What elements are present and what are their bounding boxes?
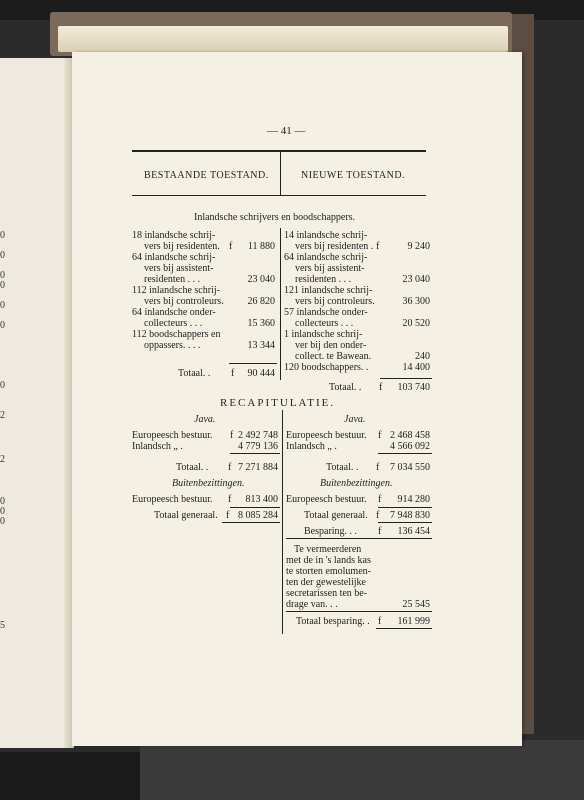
recap-right-euro-label: Europeesch bestuur. [286,430,367,441]
recap-right-extra-line-1: Te vermeerderen [294,544,362,555]
margin-fragment: 5 [0,620,5,631]
recap-left-euro-value: 2 492 748 [238,430,278,441]
recap-left-grand-currency: f [226,510,230,521]
recap-right-inl-value: 4 566 092 [390,441,430,452]
new-row-2-line-3: residenten . . . [295,274,352,285]
existing-row-1-line-1: 18 inlandsche schrij- [132,230,216,241]
existing-row-2-line-3: residenten . . . [144,274,201,285]
new-row-4-value: 20 520 [402,318,430,329]
margin-fragment: 0 [0,270,5,281]
recap-right-extra-rule [286,611,432,612]
header-bottom-rule [132,195,426,196]
recap-left-java-heading: Java. [194,414,216,425]
header-existing: BESTAANDE TOESTAND. [144,170,269,181]
recap-right-total-saving-label: Totaal besparing. . [296,616,370,627]
recap-right-total-value: 7 034 550 [390,462,430,473]
recap-left-b-euro-value: 813 400 [245,494,278,505]
new-row-3-line-1: 121 inlandsche schrij- [284,285,373,296]
recap-right-grand-rule [378,507,432,508]
recap-right-euro-currency: f [378,430,382,441]
new-row-6-line-1: 120 boodschappers. . [284,362,369,373]
margin-fragment: 0 [0,380,5,391]
existing-total-label: Totaal. . [178,368,211,379]
new-row-2-line-2: vers bij assistent- [295,263,365,274]
recap-left-grand-value: 8 085 284 [238,510,278,521]
margin-fragment: 0 [0,506,5,517]
recap-left-grand-label: Totaal generaal. [154,510,218,521]
recap-right-extra-line-2: met de in 's lands kas [286,555,371,566]
existing-row-2-line-1: 64 inlandsche schrij- [132,252,216,263]
recap-left-buiten-heading: Buitenbezittingen. [172,478,245,489]
margin-fragment: 2 [0,454,5,465]
recap-right-saving-rule [286,538,432,539]
recap-right-grand-currency: f [376,510,380,521]
recap-right-saving-currency: f [378,526,382,537]
new-total-label: Totaal. . [329,382,362,393]
recap-right-b-euro-value: 914 280 [397,494,430,505]
recap-right-saving-value: 136 454 [397,526,430,537]
recap-left-b-euro-currency: f [228,494,232,505]
page-number: — 41 — [267,125,306,137]
recap-left-total-rule [230,453,280,454]
recap-right-total-saving-value: 161 999 [397,616,430,627]
margin-fragment: 0 [0,496,5,507]
new-row-5-line-1: 1 inlandsche schrij- [284,329,363,340]
existing-row-5-value: 13 344 [247,340,275,351]
recap-left-b-euro-label: Europeesch bestuur. [132,494,213,505]
recap-right-euro-value: 2 468 458 [390,430,430,441]
new-row-5-line-2: ver bij den onder- [295,340,367,351]
recap-right-saving-label: Besparing. . . [304,526,358,537]
recap-left-inl-label: Inlandsch „ . [132,441,183,452]
margin-fragment: 0 [0,300,5,311]
existing-total-currency: f [231,368,235,379]
existing-row-5-line-2: oppassers. . . . [144,340,201,351]
existing-row-5-line-1: 112 boodschappers en [132,329,221,340]
new-row-4-line-1: 57 inlandsche onder- [284,307,368,318]
left-page [0,58,72,748]
existing-row-3-line-1: 112 inlandsche schrij- [132,285,220,296]
header-top-rule [132,150,426,152]
existing-total-rule [229,363,277,364]
new-row-4-line-2: collecteurs . . . [295,318,354,329]
recap-left-total-value: 7 271 884 [238,462,278,473]
recap-column-divider [282,410,283,634]
existing-row-1-value: 11 880 [247,241,275,252]
recap-right-grand-value: 7 948 830 [390,510,430,521]
recap-left-total-label: Totaal. . [176,462,209,473]
recap-right-extra-line-3: te storten emolumen- [286,566,371,577]
new-total-currency: f [379,382,383,393]
new-total-rule [380,378,432,379]
existing-row-1-currency: f [229,241,233,252]
new-row-6-value: 14 400 [402,362,430,373]
recap-right-total-label: Totaal. . [326,462,359,473]
existing-total-value: 90 444 [247,368,275,379]
new-row-3-value: 36 300 [402,296,430,307]
new-row-5-value: 240 [415,351,430,362]
margin-fragment: 0 [0,320,5,331]
section-title: Inlandsche schrijvers en boodschappers. [194,212,356,223]
recap-right-grand-label: Totaal generaal. [304,510,368,521]
existing-row-3-value: 26 820 [247,296,275,307]
book-page-edges [58,26,508,52]
recap-left-euro-label: Europeesch bestuur. [132,430,213,441]
recap-right-b-euro-currency: f [378,494,382,505]
existing-row-3-line-2: vers bij controleurs. [144,296,224,307]
recap-left-inl-value: 4 779 136 [238,441,278,452]
existing-row-2-value: 23 040 [247,274,275,285]
margin-fragment: 2 [0,410,5,421]
recap-right-total-saving-currency: f [378,616,382,627]
recap-title: RECAPITULATIE. [220,397,336,409]
new-row-1-line-2: vers bij residenten . [295,241,374,252]
recap-right-total-rule [378,453,432,454]
recap-right-extra-line-4: ten der gewestelijke [286,577,366,588]
recap-left-grand-rule [230,507,280,508]
recap-right-extra-value: 25 545 [402,599,430,610]
header-divider [280,152,281,196]
recap-right-inl-label: Inlandsch „ . [286,441,337,452]
column-divider [280,228,281,380]
existing-row-4-line-1: 64 inlandsche onder- [132,307,216,318]
existing-row-1-line-2: vers bij residenten. [144,241,220,252]
recap-left-euro-currency: f [230,430,234,441]
recap-right-extra-line-5: secretarissen ten be- [286,588,368,599]
recap-right-extra-line-6: drage van. . . [286,599,338,610]
new-row-1-value: 9 240 [407,241,430,252]
new-row-1-currency: f [376,241,380,252]
recap-right-b-euro-label: Europeesch bestuur. [286,494,367,505]
recap-right-java-heading: Java. [344,414,366,425]
recap-right-grand-underline [378,522,432,523]
margin-fragment: 0 [0,280,5,291]
new-row-5-line-3: collect. te Bawean. [295,351,372,362]
new-row-2-value: 23 040 [402,274,430,285]
margin-fragment: 0 [0,516,5,527]
existing-row-4-line-2: collecteurs . . . [144,318,203,329]
recap-right-total-currency: f [376,462,380,473]
existing-row-2-line-2: vers bij assistent- [144,263,214,274]
recap-right-buiten-heading: Buitenbezittingen. [320,478,393,489]
new-row-1-line-1: 14 inlandsche schrij- [284,230,368,241]
existing-row-4-value: 15 360 [247,318,275,329]
recap-right-total-saving-underline [376,628,432,629]
new-row-3-line-2: vers bij controleurs. [295,296,375,307]
recap-left-total-currency: f [228,462,232,473]
recap-left-grand-underline [222,522,280,523]
margin-fragment: 0 [0,230,5,241]
new-total-value: 103 740 [397,382,430,393]
document-page [72,52,522,746]
margin-fragment: 0 [0,250,5,261]
background-bottom-right [140,740,584,800]
new-row-2-line-1: 64 inlandsche schrij- [284,252,368,263]
header-new: NIEUWE TOESTAND. [301,170,406,181]
